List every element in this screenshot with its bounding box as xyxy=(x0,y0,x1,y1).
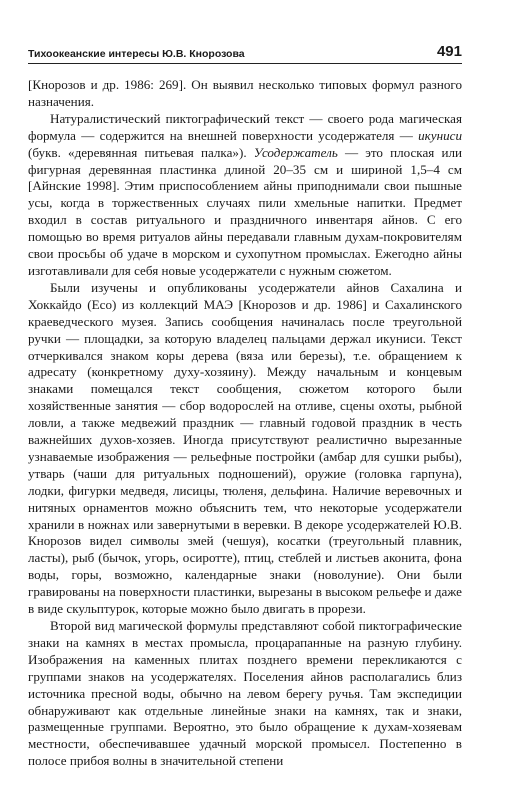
text-run: — это плоская или фигурная деревянная пластинка длиной 20–35 см и шириной 1,5–4 см [Айнские 1998]. Этим приспособлением айны приподнимали свои пышные усы, когда в торжественных случаях пили хмельные напитки. Предмет входил в состав ритуального и праздничного инвентаря айнов. С его помощью во время ритуалов айны передавали главным духам-покровителям свои просьбы об удаче в морском и сухопутном промыслах. Ежегодно айны изготавливали для себя новые усодержатели с нужным сюжетом. xyxy=(28,144,462,278)
text-run: (букв. «деревянная питьевая палка»). xyxy=(28,144,254,160)
text-run: Второй вид магической формулы представляют собой пиктографические знаки на камнях в местах промысла, процарапанные на разную глубину. Изображения на каменных плитах позднего времени перекликаются с группами знаков на усодержателях. Поселения айнов располагались близ источника пресной воды, обычно на левом берегу ручья. Там экспедиции обнаруживают как отдельные линейные знаки на камнях, так и знаки, размещенные группами. Вероятно, это было обращение к духам-хозяевам местности, обеспечивавшее удачный морской промысел. Постепенно в полосе прибоя волны в значительной степени xyxy=(28,618,462,769)
italic-term: икуниси xyxy=(418,127,462,143)
text-run: Натуралистический пиктографический текст — своего рода магическая формула — содержится на внешней поверхности усодержателя — xyxy=(28,110,462,143)
text-run: [Кнорозов и др. 1986: 269]. Он выявил несколько типовых формул разного назначения. xyxy=(28,77,462,109)
body-text xyxy=(28,77,462,770)
paragraph xyxy=(28,77,462,111)
italic-term: Усодержатель xyxy=(253,144,338,160)
running-header xyxy=(28,36,462,60)
running-title: Тихоокеанские интересы Ю.В. Кнорозова xyxy=(28,48,245,60)
header-rule xyxy=(28,63,462,64)
paragraph xyxy=(28,618,462,770)
text-run: Были изучены и опубликованы усодержатели айнов Сахалина и Хоккайдо (Есо) из коллекций МАЭ [Кнорозов и др. 1986] и Сахалинского краеведческого музея. Запись сообщения начиналась после треугольной ручки — площадки, за которую владелец пальцами держал икуниси. Текст отчеркивался знаком коры дерева (вяза или березы), т.е. обращением к адресату (конкретному духу-хозяину). Между начальным и концевым знаками помещался текст сообщения, сюжетом которого были хозяйственные занятия — сбор водорослей на отливе, сцены охоты, рыбной ловли, а также медвежий праздник — главный годовой праздник в честь важнейших духов-хозяев. Иногда присутствуют реалистично вырезанные узнаваемые изображения — рельефные постройки (амбар для сушки рыбы), утварь (чаши для ритуальных подношений), оружие (головка гарпуна), лодки, фигурки медведя, лисицы, тюленя, дельфина. Наличие веревочных и нитяных орнаментов можно объяснить тем, что некоторые усодержатели хранили в ножнах или завернутыми в веревки. В декоре усодержателей Ю.В. Кнорозов видел символы змей (чешуя), косатки (треугольный плавник, ласты), рыб (бычок, угорь, осиротте), птиц, стеблей и листьев аконита, фона воды, горы, возможно, календарные знаки (новолуние). Они были гравированы на поверхности пластинки, вырезаны в высоком рельефе и даже в виде скульптурок, которые можно было двигать в прорези. xyxy=(28,279,462,617)
page-number: 491 xyxy=(436,43,462,60)
paragraph xyxy=(28,280,462,618)
paragraph xyxy=(28,111,462,280)
